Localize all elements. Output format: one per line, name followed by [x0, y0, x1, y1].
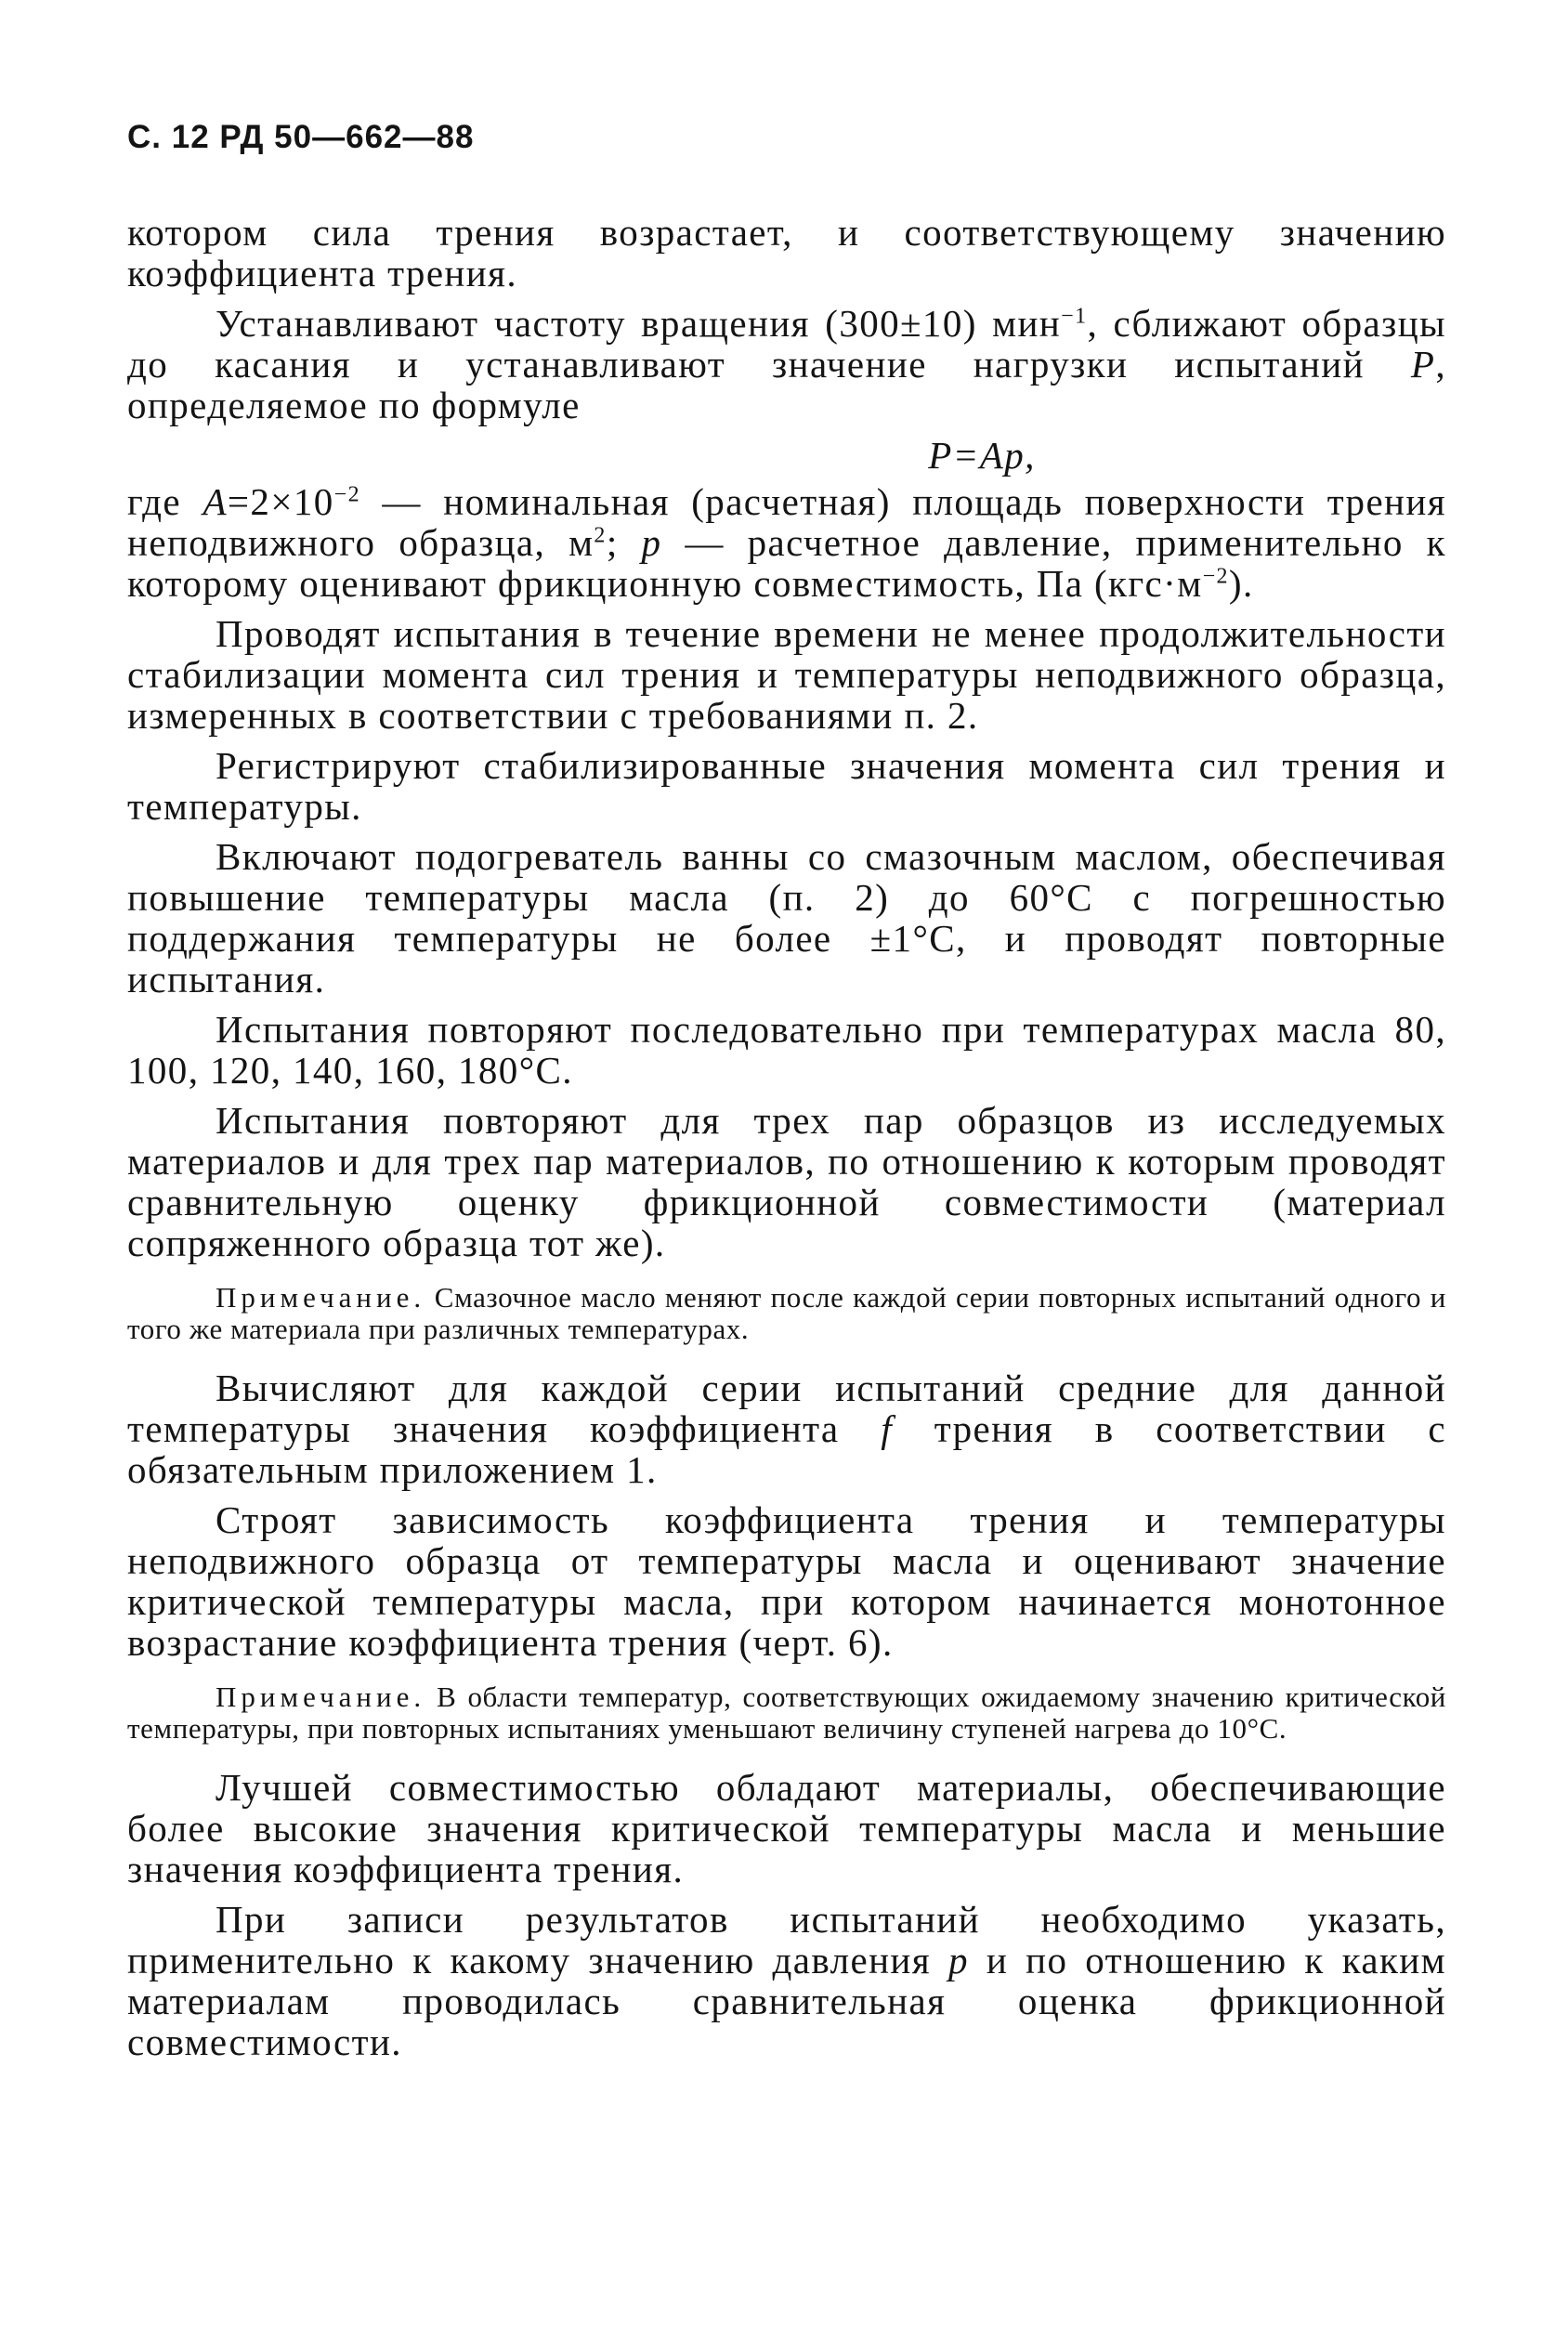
paragraph-continuation: котором сила трения возрастает, и соответствующему значению коэффициента трения. — [127, 211, 1446, 294]
paragraph-formula-legend — [127, 481, 1446, 604]
paragraph-dependency: Строят зависимость коэффициента трения и температуры неподвижного образца от температуры масла и оценивают значение критической температуры масла, при котором начинается монотонное возрастание коэффициента трения (черт. 6). — [127, 1498, 1446, 1664]
variable: A — [203, 480, 228, 523]
note-oil-change — [127, 1282, 1446, 1345]
variable: f — [881, 1407, 894, 1450]
note-text: В области температур, соответствующих ожидаемому значению критической температуры, при повторных испытаниях уменьшают величину ступеней нагрева до 10°С. — [127, 1681, 1446, 1745]
variable: P — [1410, 343, 1436, 386]
paragraph-calculate — [127, 1367, 1446, 1490]
paragraph-repeat-pairs: Испытания повторяют для трех пар образцов из исследуемых материалов и для трех пар материалов, по отношению к которым проводят сравнительную оценку фрикционной совместимости (материал сопряженного образца тот же). — [127, 1099, 1446, 1264]
text-span: ). — [1228, 562, 1254, 605]
text-span: — расчетное давление, применительно к которому оценивают фрикционную совместимость, Па (кгс·м — [127, 521, 1446, 605]
text-span: Вычисляют для каждой серии испытаний средние для данной температуры значения коэффициента — [127, 1367, 1446, 1450]
text-span: и по отношению к каким материалам проводилась сравнительная оценка фрикционной совместимости. — [127, 1939, 1446, 2063]
text-span: , определяемое по формуле — [127, 343, 1446, 426]
paragraph-rotation-speed — [127, 303, 1446, 425]
variable: p — [947, 1939, 969, 1981]
note-text: Смазочное масло меняют после каждой серии повторных испытаний одного и того же материала при различных температурах. — [127, 1281, 1446, 1345]
text-span: Устанавливают частоту вращения (300±10) мин — [216, 302, 1062, 345]
text-span: При записи результатов испытаний необходимо указать, применительно к какому значению давления — [127, 1898, 1446, 1981]
paragraph-test-duration: Проводят испытания в течение времени не менее продолжительности стабилизации момента сил трения и температуры неподвижного образца, измеренных в соответствии с требованиями п. 2. — [127, 612, 1446, 737]
note-heating-steps — [127, 1681, 1446, 1745]
note-label: Примечание. — [216, 1281, 426, 1314]
text-span: , сближают образцы до касания и устанавливают значение нагрузки испытаний — [127, 302, 1446, 386]
note-label: Примечание. — [216, 1681, 426, 1713]
page-header: С. 12 РД 50—662—88 — [127, 119, 475, 155]
text-span: где — [127, 480, 203, 523]
superscript: 2 — [594, 523, 607, 548]
superscript: −2 — [333, 482, 360, 507]
paragraph-register-values: Регистрируют стабилизированные значения момента сил трения и температуры. — [127, 744, 1446, 828]
text-span: ; — [606, 521, 642, 564]
superscript: −1 — [1061, 304, 1088, 329]
text-span: трения в соответствии с обязательным приложением 1. — [127, 1407, 1447, 1491]
text-span: — номинальная (расчетная) площадь поверхности трения неподвижного образца, м — [127, 480, 1446, 564]
text-span: =2×10 — [227, 480, 334, 523]
paragraph-best-compatibility: Лучшей совместимостью обладают материалы, обеспечивающие более высокие значения критической температуры масла и меньшие значения коэффициента трения. — [127, 1766, 1446, 1890]
variable: p — [641, 521, 662, 564]
body-text — [127, 212, 1446, 2072]
paragraph-heater: Включают подогреватель ванны со смазочным маслом, обеспечивая повышение температуры масла (п. 2) до 60°С с погрешностью поддержания температуры не более ±1°С, и проводят повторные испытания. — [127, 835, 1446, 1000]
paragraph-recording — [127, 1899, 1446, 2062]
paragraph-repeat-temperatures: Испытания повторяют последовательно при температурах масла 80, 100, 120, 140, 160, 180°С. — [127, 1008, 1446, 1092]
superscript: −2 — [1202, 564, 1229, 589]
formula: P=Ap, — [928, 434, 1036, 477]
